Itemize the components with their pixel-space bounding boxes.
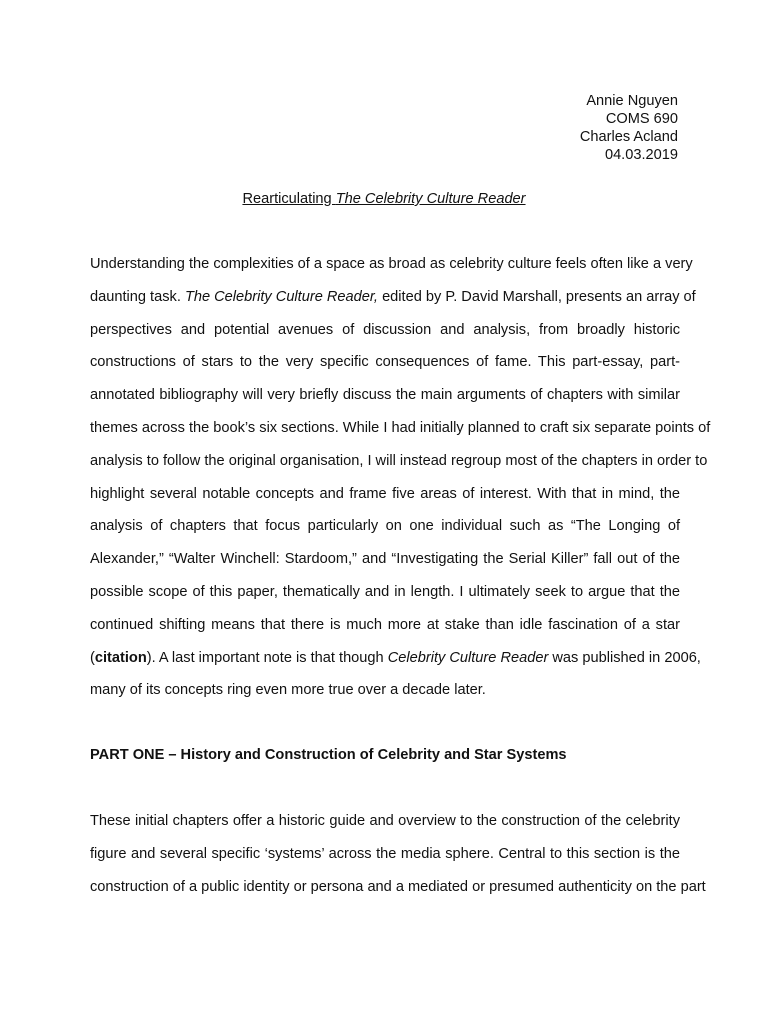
title-prefix: Rearticulating [242, 191, 336, 207]
paragraph-line: figure and several specific ‘systems’ across the media sphere. Central to this section is the [90, 845, 680, 862]
paragraph-line: analysis to follow the original organisation, I will instead regroup most of the chapters in order to [90, 452, 708, 469]
author-name: Annie Nguyen [586, 93, 678, 109]
paragraph-line: constructions of stars to the very specific consequences of fame. This part-essay, part- [90, 354, 680, 371]
part-one-paragraph [90, 805, 706, 903]
paragraph-line: possible scope of this paper, thematically and in length. I ultimately seek to argue that the [90, 583, 680, 600]
document-title [0, 190, 768, 208]
submission-date: 04.03.2019 [604, 147, 678, 163]
author-header [580, 92, 678, 164]
title-book: The Celebrity Culture Reader [335, 191, 526, 207]
paragraph-line: continued shifting means that there is much more at stake than idle fascination of a star [90, 616, 680, 633]
paragraph-line: annotated bibliography will very briefly discuss the main arguments of chapters with similar [90, 387, 680, 404]
citation-placeholder: citation [94, 649, 147, 666]
paragraph-line: themes across the book’s six sections. While I had initially planned to craft six separate points of [90, 419, 711, 436]
paragraph-line: analysis of chapters that focus particularly on one individual such as “The Longing of [90, 518, 680, 535]
paragraph-line: highlight several notable concepts and frame five areas of interest. With that in mind, the [90, 485, 680, 502]
paragraph-line: many of its concepts ring even more true over a decade later. [90, 682, 486, 699]
intro-paragraph [90, 248, 711, 707]
instructor-name: Charles Acland [579, 129, 678, 145]
paragraph-line: (citation). A last important note is that though Celebrity Culture Reader was published in 2006, [90, 649, 701, 666]
paragraph-line: construction of a public identity or persona and a mediated or presumed authenticity on the part [90, 878, 706, 895]
paragraph-line: perspectives and potential avenues of discussion and analysis, from broadly historic [90, 321, 680, 338]
section-heading: PART ONE – History and Construction of Celebrity and Star Systems [90, 747, 567, 763]
paragraph-line: Understanding the complexities of a space as broad as celebrity culture feels often like a very [90, 256, 693, 272]
paragraph-line: These initial chapters offer a historic guide and overview to the construction of the celebrity [90, 813, 680, 829]
paragraph-line: daunting task. The Celebrity Culture Reader, edited by P. David Marshall, presents an array of [90, 288, 696, 305]
course-code: COMS 690 [605, 111, 678, 127]
paragraph-line: Alexander,” “Walter Winchell: Stardoom,” and “Investigating the Serial Killer” fall out of the [90, 551, 680, 568]
